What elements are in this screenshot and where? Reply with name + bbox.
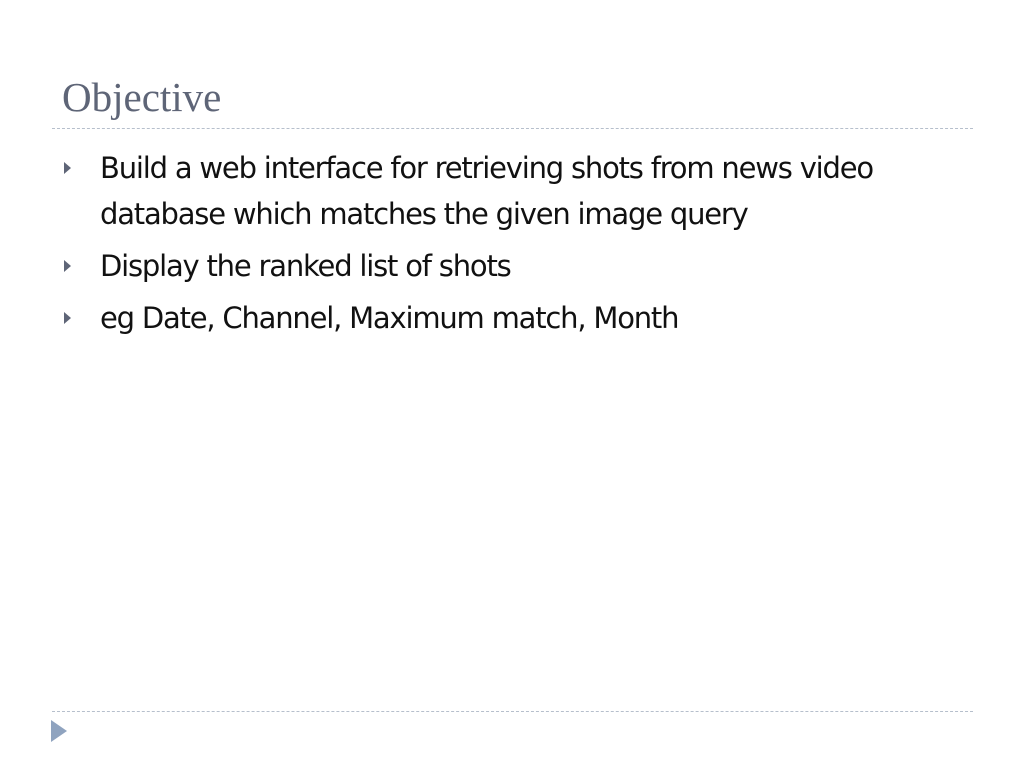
triangle-right-icon [64,162,71,174]
next-slide-arrow-icon[interactable] [51,720,67,742]
bullet-text: Display the ranked list of shots [100,249,511,283]
bullet-item [62,295,962,341]
bullet-text: eg Date, Channel, Maximum match, Month [100,301,679,335]
triangle-right-icon [64,260,71,272]
bullet-item [62,243,962,289]
triangle-right-icon [64,312,71,324]
slide-title: Objective [62,74,222,120]
bullet-list [62,145,962,347]
bullet-item [62,145,962,237]
bullet-text: Build a web interface for retrieving shots from news video database which matches the given image query [100,151,873,231]
title-divider [52,128,973,129]
footer-divider [52,711,973,712]
